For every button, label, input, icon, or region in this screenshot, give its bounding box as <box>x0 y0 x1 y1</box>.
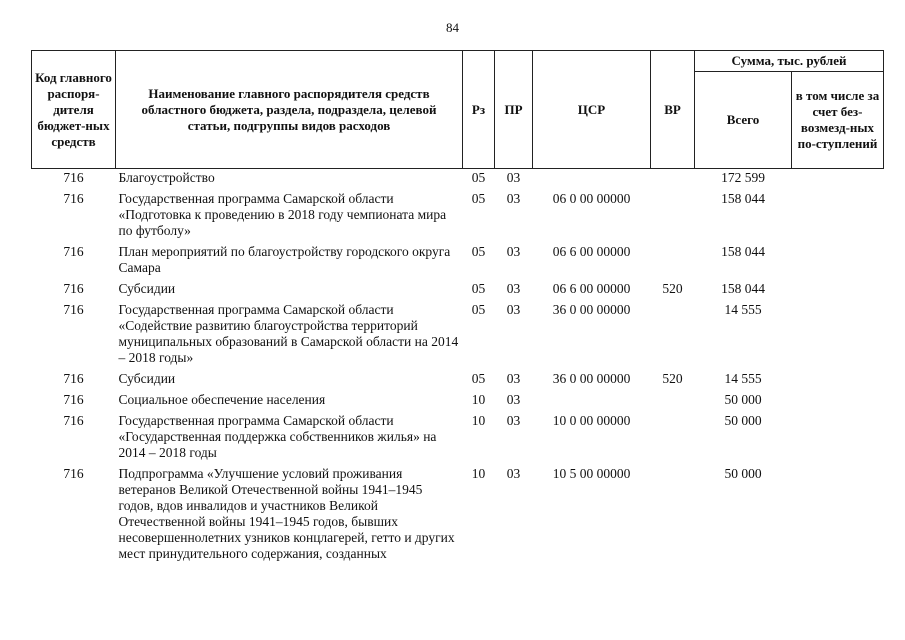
cell-grants <box>792 191 884 244</box>
cell-pr: 03 <box>506 371 521 386</box>
cell-csr: 36 0 00 00000 <box>552 371 631 386</box>
cell-name: Субсидии <box>118 281 176 296</box>
cell-rz: 10 <box>471 466 486 481</box>
table-row <box>32 392 884 413</box>
cell-name: Подпрограмма «Улучшение условий проживания ветеранов Великой Отечественной войны 1941–1945 годов, вдов инвалидов и участников Великой Отечественной войны 1941–1945 годов, бывших несовершеннолетних узников концлагерей, гетто и других мест принудительного содержания, созданных <box>118 466 455 561</box>
cell-grants <box>792 466 884 567</box>
cell-code: 716 <box>63 392 84 407</box>
cell-name: Благоустройство <box>118 170 215 185</box>
header-name: Наименование главного распорядителя средств областного бюджета, раздела, подраздела, целевой статьи, подгруппы видов расходов <box>116 51 463 169</box>
cell-code: 716 <box>63 413 84 428</box>
cell-total: 50 000 <box>724 392 762 407</box>
cell-total: 14 555 <box>724 302 762 317</box>
cell-vr: 520 <box>662 281 683 296</box>
table-row <box>32 244 884 281</box>
cell-code: 716 <box>63 302 84 317</box>
cell-total: 158 044 <box>721 281 765 296</box>
cell-grants <box>792 302 884 371</box>
header-code: Код главного распоря-дителя бюджет-ных средств <box>32 51 116 169</box>
header-total: Всего <box>695 72 792 169</box>
cell-csr: 06 0 00 00000 <box>552 191 631 206</box>
cell-csr: 10 0 00 00000 <box>552 413 631 428</box>
cell-rz: 05 <box>471 170 486 185</box>
table-row <box>32 466 884 567</box>
budget-table <box>31 50 884 567</box>
cell-grants <box>792 244 884 281</box>
page-number: 84 <box>446 20 459 35</box>
table-row <box>32 371 884 392</box>
cell-pr: 03 <box>506 466 521 481</box>
cell-grants <box>792 392 884 413</box>
table-row <box>32 302 884 371</box>
cell-code: 716 <box>63 466 84 481</box>
cell-rz: 10 <box>471 413 486 428</box>
cell-code: 716 <box>63 281 84 296</box>
cell-name: Государственная программа Самарской области «Государственная поддержка собственников жилья» на 2014 – 2018 годы <box>118 413 437 460</box>
cell-pr: 03 <box>506 170 521 185</box>
cell-code: 716 <box>63 170 84 185</box>
cell-code: 716 <box>63 244 84 259</box>
cell-total: 14 555 <box>724 371 762 386</box>
cell-total: 158 044 <box>721 244 765 259</box>
header-pr: ПР <box>495 51 533 169</box>
table-row <box>32 413 884 466</box>
cell-rz: 05 <box>471 371 486 386</box>
cell-csr <box>533 392 651 413</box>
cell-csr <box>533 169 651 192</box>
cell-pr: 03 <box>506 413 521 428</box>
cell-grants <box>792 281 884 302</box>
cell-rz: 05 <box>471 191 486 206</box>
cell-grants <box>792 371 884 392</box>
cell-code: 716 <box>63 191 84 206</box>
cell-pr: 03 <box>506 281 521 296</box>
cell-vr <box>651 191 695 244</box>
cell-csr: 06 6 00 00000 <box>552 281 631 296</box>
cell-pr: 03 <box>506 302 521 317</box>
header-rz: Рз <box>463 51 495 169</box>
header-grants: в том числе за счет без-возмезд-ных по-ступлений <box>792 72 884 169</box>
cell-pr: 03 <box>506 392 521 407</box>
cell-rz: 10 <box>471 392 486 407</box>
cell-total: 158 044 <box>721 191 765 206</box>
cell-total: 50 000 <box>724 466 762 481</box>
cell-csr: 06 6 00 00000 <box>552 244 631 259</box>
cell-name: Субсидии <box>118 371 176 386</box>
cell-name: Социальное обеспечение населения <box>118 392 326 407</box>
cell-rz: 05 <box>471 302 486 317</box>
header-vr: ВР <box>651 51 695 169</box>
cell-vr: 520 <box>662 371 683 386</box>
cell-vr <box>651 466 695 567</box>
header-sum-group: Сумма, тыс. рублей <box>695 51 884 72</box>
cell-grants <box>792 169 884 192</box>
cell-vr <box>651 244 695 281</box>
cell-csr: 10 5 00 00000 <box>552 466 631 481</box>
cell-rz: 05 <box>471 281 486 296</box>
cell-vr <box>651 302 695 371</box>
cell-grants <box>792 413 884 466</box>
table-row <box>32 169 884 192</box>
cell-pr: 03 <box>506 191 521 206</box>
cell-vr <box>651 169 695 192</box>
table-row <box>32 281 884 302</box>
cell-pr: 03 <box>506 244 521 259</box>
cell-total: 50 000 <box>724 413 762 428</box>
header-csr: ЦСР <box>533 51 651 169</box>
cell-name: Государственная программа Самарской области «Подготовка к проведению в 2018 году чемпионата мира по футболу» <box>118 191 447 238</box>
table-header <box>32 51 884 169</box>
cell-vr <box>651 392 695 413</box>
cell-rz: 05 <box>471 244 486 259</box>
cell-total: 172 599 <box>721 170 765 185</box>
cell-name: Государственная программа Самарской области «Содействие развитию благоустройства территорий муниципальных образований в Самарской области на 2014 – 2018 годы» <box>118 302 459 365</box>
table-row <box>32 191 884 244</box>
cell-code: 716 <box>63 371 84 386</box>
cell-vr <box>651 413 695 466</box>
cell-name: План мероприятий по благоустройству городского округа Самара <box>118 244 451 275</box>
table-body <box>32 169 884 568</box>
cell-csr: 36 0 00 00000 <box>552 302 631 317</box>
